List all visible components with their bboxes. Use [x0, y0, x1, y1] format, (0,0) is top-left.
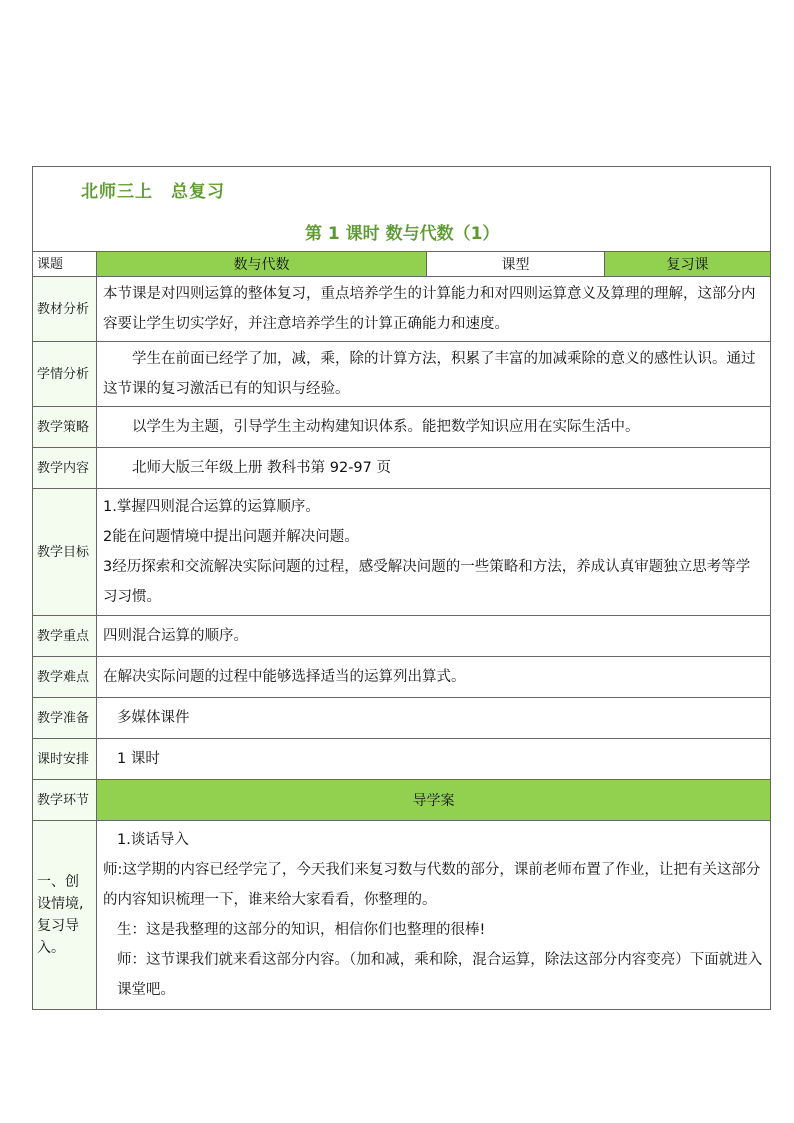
- stage-label: 教学环节: [33, 780, 97, 821]
- section1-content: [97, 821, 771, 1010]
- material-text: 本节课是对四则运算的整体复习，重点培养学生的计算能力和对四则运算意义及算理的理解，这部分内容要让学生切实学好，并注意培养学生的计算正确能力和速度。: [97, 277, 771, 342]
- section1-label: 一、创设情境,复习导入。: [33, 821, 97, 1010]
- goal-item: 2能在问题情境中提出问题并解决问题。: [103, 529, 359, 545]
- section1-line: 生：这是我整理的这部分的知识，相信你们也整理的很棒!: [117, 922, 486, 938]
- section1-line: 师:这学期的内容已经学完了，今天我们来复习数与代数的部分，课前老师布置了作业，让把有关这部分的内容知识梳理一下，谁来给大家看看，你整理的。: [103, 862, 761, 908]
- goals-row: [33, 489, 771, 616]
- lesson-plan-table: [32, 166, 771, 1010]
- series-title: 北师三上 总复习: [81, 182, 225, 202]
- student-row: [33, 342, 771, 407]
- schedule-row: [33, 739, 771, 780]
- strategy-label: 教学策略: [33, 407, 97, 448]
- type-label: 课型: [427, 252, 605, 277]
- schedule-label: 课时安排: [33, 739, 97, 780]
- material-row: [33, 277, 771, 342]
- strategy-text: 以学生为主题，引导学生主动构建知识体系。能把数学知识应用在实际生活中。: [97, 407, 771, 448]
- section1-line: 师：这节课我们就来看这部分内容。（加和减，乘和除，混合运算，除法这部分内容变亮）下面就进入课堂吧。: [117, 952, 763, 998]
- lesson-title: 第 1 课时 数与代数（1）: [305, 224, 500, 244]
- goals-label: 教学目标: [33, 489, 97, 616]
- preparation-text: 多媒体课件: [97, 698, 771, 739]
- material-label: 教材分析: [33, 277, 97, 342]
- key-point-label: 教学重点: [33, 616, 97, 657]
- key-point-row: [33, 616, 771, 657]
- goals-list: [97, 489, 771, 616]
- stage-row: [33, 780, 771, 821]
- goal-item: 1.掌握四则混合运算的运算顺序。: [103, 499, 320, 515]
- lesson-plan-document: [32, 166, 770, 1010]
- difficulty-label: 教学难点: [33, 657, 97, 698]
- title-row: [33, 167, 771, 252]
- difficulty-text: 在解决实际问题的过程中能够选择适当的运算列出算式。: [97, 657, 771, 698]
- content-text: 北师大版三年级上册 教科书第 92-97 页: [97, 448, 771, 489]
- type-value: 复习课: [605, 252, 771, 277]
- topic-value: 数与代数: [97, 252, 427, 277]
- preparation-row: [33, 698, 771, 739]
- content-label: 教学内容: [33, 448, 97, 489]
- strategy-row: [33, 407, 771, 448]
- info-row: [33, 252, 771, 277]
- student-label: 学情分析: [33, 342, 97, 407]
- title-cell: [33, 167, 771, 252]
- student-text: 学生在前面已经学了加，减，乘，除的计算方法，积累了丰富的加减乘除的意义的感性认识。通过这节课的复习激活已有的知识与经验。: [97, 342, 771, 407]
- difficulty-row: [33, 657, 771, 698]
- key-point-text: 四则混合运算的顺序。: [97, 616, 771, 657]
- topic-label: 课题: [33, 252, 97, 277]
- section1-line: 1.谈话导入: [117, 832, 189, 848]
- stage-text: 导学案: [97, 780, 771, 821]
- goal-item: 3经历探索和交流解决实际问题的过程，感受解决问题的一些策略和方法，养成认真审题独立思考等学习习惯。: [103, 559, 751, 605]
- schedule-text: 1 课时: [97, 739, 771, 780]
- preparation-label: 教学准备: [33, 698, 97, 739]
- section1-row: [33, 821, 771, 1010]
- content-row: [33, 448, 771, 489]
